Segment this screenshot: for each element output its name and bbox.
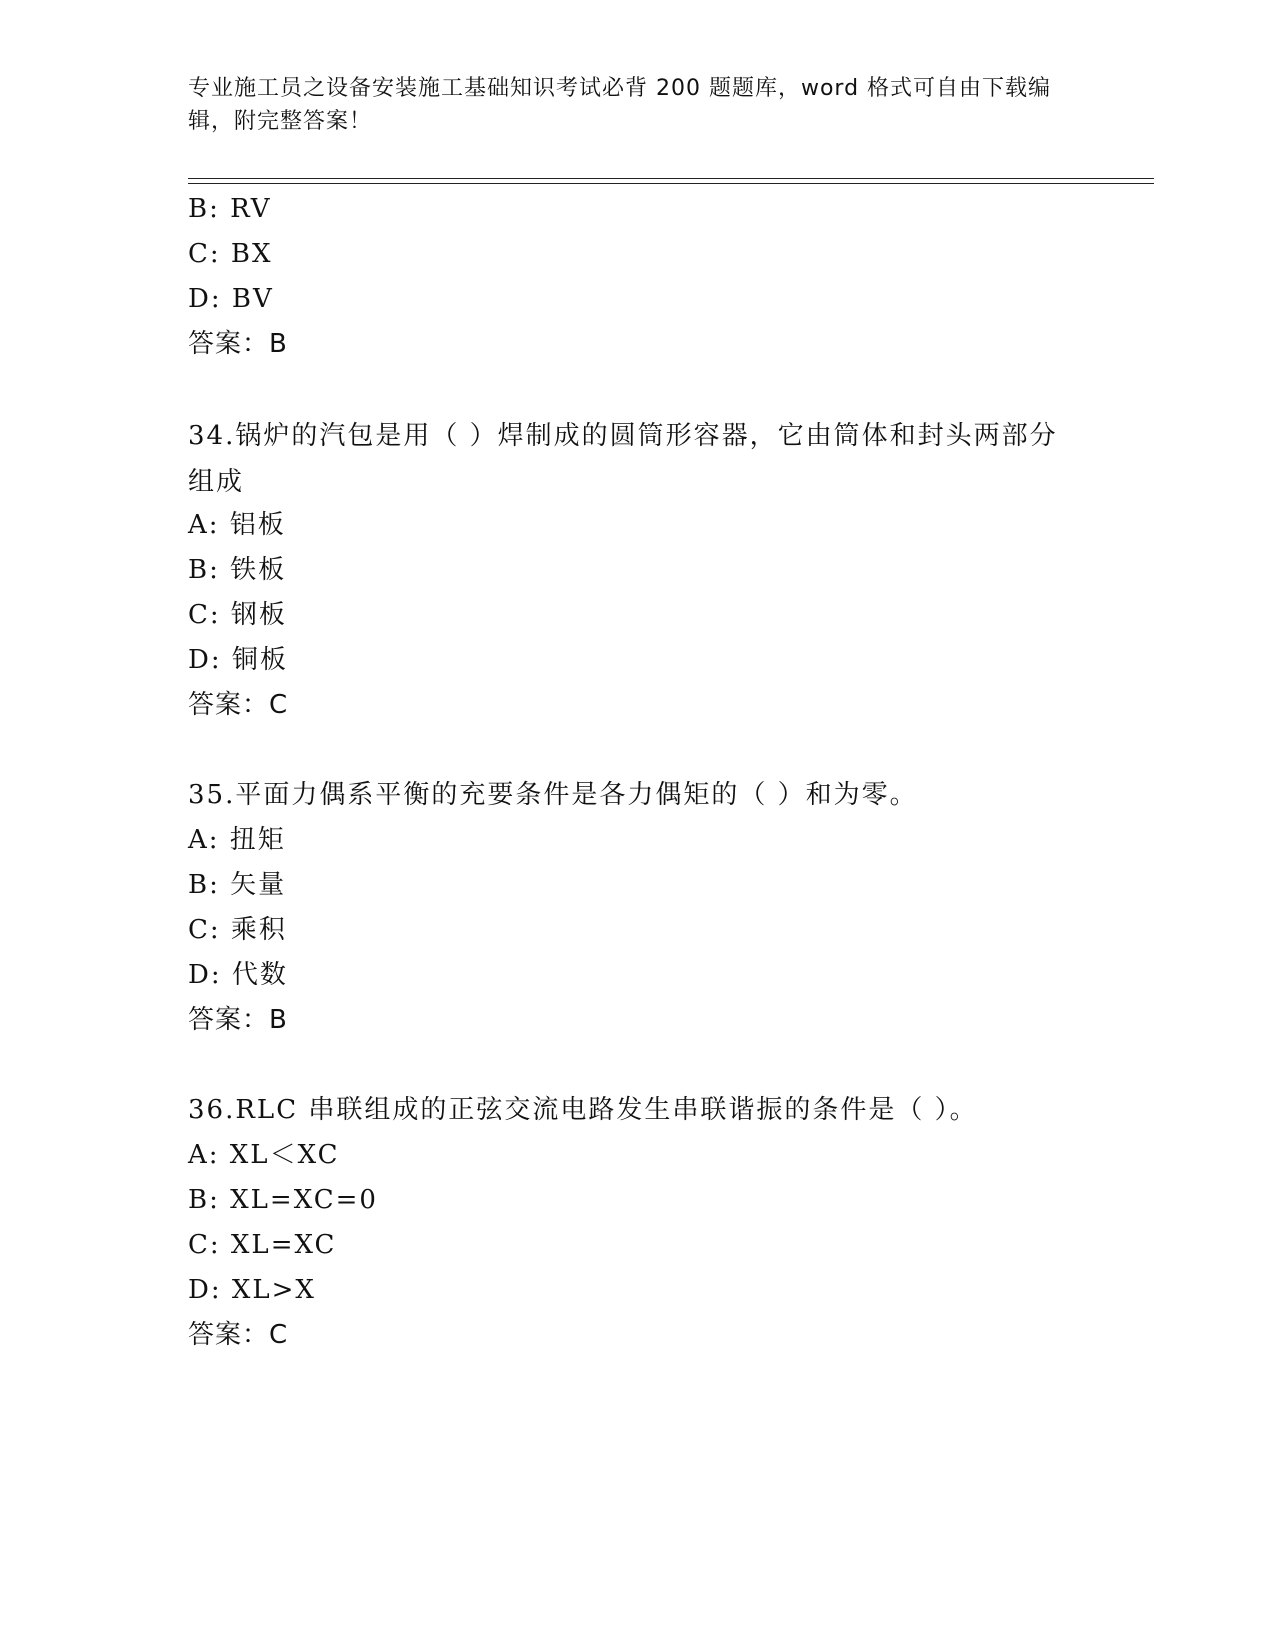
q33-option-c: C: BX (188, 239, 273, 269)
q33-answer: 答案：B (188, 329, 288, 359)
q34-option-b: B: 铁板 (188, 555, 287, 585)
q35-option-a: A: 扭矩 (188, 825, 286, 855)
q35-option-b: B: 矢量 (188, 870, 287, 900)
q34-question: 34.锅炉的汽包是用（ ）焊制成的圆筒形容器，它由筒体和封头两部分组成 (188, 421, 1058, 497)
q36-answer: 答案：C (188, 1320, 289, 1350)
q36-question: 36.RLC 串联组成的正弦交流电路发生串联谐振的条件是（ ）。 (188, 1095, 978, 1125)
q36-option-d: D: XL>X (188, 1275, 316, 1305)
q36-option-a: A: XL＜XC (188, 1140, 340, 1170)
header-divider-top (188, 178, 1154, 179)
q34-option-d: D: 铜板 (188, 645, 288, 675)
q35-answer: 答案：B (188, 1005, 288, 1035)
q34-option-c: C: 钢板 (188, 600, 287, 630)
q36-option-b: B: XL=XC=0 (188, 1185, 378, 1215)
q34-option-a: A: 铝板 (188, 510, 286, 540)
document-header: 专业施工员之设备安装施工基础知识考试必背 200 题题库，word 格式可自由下载编辑，附完整答案！ (188, 76, 1052, 134)
q36-option-c: C: XL=XC (188, 1230, 337, 1260)
q34-answer: 答案：C (188, 690, 289, 720)
header-divider-bottom (188, 183, 1154, 184)
q33-option-b: B: RV (188, 194, 272, 224)
q33-option-d: D: BV (188, 284, 274, 314)
q35-question: 35.平面力偶系平衡的充要条件是各力偶矩的（ ）和为零。 (188, 780, 918, 810)
q35-option-d: D: 代数 (188, 960, 288, 990)
q35-option-c: C: 乘积 (188, 915, 287, 945)
